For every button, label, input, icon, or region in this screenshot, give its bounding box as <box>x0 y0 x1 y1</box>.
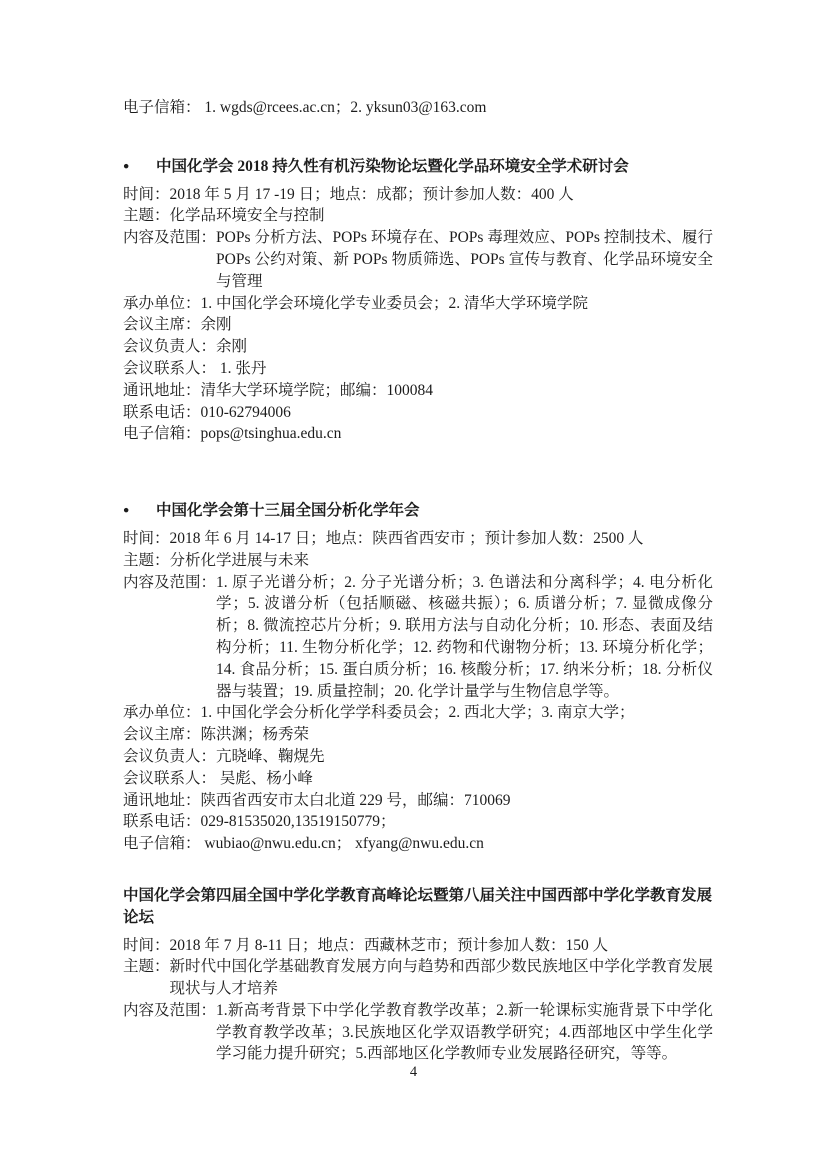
field-email <box>123 833 713 855</box>
field-leader <box>123 336 713 358</box>
field-label: 内容及范围： <box>123 229 217 247</box>
field-value: 1.新高考背景下中学化学教育教学改革；2.新一轮课标实施背景下中学化学教育教学改革；3.民族地区化学双语教学研究；4.西部地区中学生化学学习能力提升研究；5.西部地区化学教师专业发展路径研究，等等。 <box>216 1001 713 1063</box>
field-label: 会议负责人： <box>123 338 217 356</box>
field-value: wubiao@nwu.edu.cn； xfyang@nwu.edu.cn <box>200 835 484 853</box>
field-label: 承办单位： <box>123 704 201 722</box>
field-label: 主题： <box>123 207 170 225</box>
field-subject <box>123 205 713 227</box>
field-time <box>123 184 713 206</box>
field-label: 会议负责人： <box>123 747 217 765</box>
field-contact-person <box>123 768 713 790</box>
field-label: 会议主席： <box>123 316 201 334</box>
field-address <box>123 380 713 402</box>
field-subject <box>123 550 713 572</box>
field-label: 承办单位： <box>123 294 201 312</box>
bullet-icon: ● <box>123 160 130 172</box>
field-label: 会议主席： <box>123 726 201 744</box>
field-value: 吴彪、杨小峰 <box>216 769 313 787</box>
field-organizer <box>123 702 713 724</box>
conference-title <box>123 156 713 178</box>
field-leader <box>123 746 713 768</box>
field-value: 1. 张丹 <box>216 359 267 377</box>
field-label: 时间： <box>123 936 170 954</box>
field-value: 2018 年 7 月 8-11 日；地点：西藏林芝市；预计参加人数：150 人 <box>169 936 609 954</box>
field-label: 电子信箱： <box>123 99 201 116</box>
field-phone <box>123 811 713 833</box>
field-organizer <box>123 293 713 315</box>
conference-title <box>123 500 713 522</box>
conference-title <box>123 885 713 929</box>
field-value: 清华大学环境学院；邮编：100084 <box>200 381 434 399</box>
conference-title-text: 中国化学会 2018 持久性有机污染物论坛暨化学品环境安全学术研讨会 <box>156 157 629 175</box>
field-value: 新时代中国化学基础教育发展方向与趋势和西部少数民族地区中学化学教育发展现状与人才培养 <box>169 958 713 998</box>
field-value: 余刚 <box>200 316 232 334</box>
field-label: 通讯地址： <box>123 381 201 399</box>
field-value: 分析化学进展与未来 <box>169 551 310 569</box>
field-scope <box>123 227 717 292</box>
field-value: POPs 分析方法、POPs 环境存在、POPs 毒理效应、POPs 控制技术、履行 POPs 公约对策、新 POPs 物质筛选、POPs 宣传与教育、化学品环境安全与管理 <box>216 229 717 290</box>
field-value: 2018 年 5 月 17 -19 日；地点：成都；预计参加人数：400 人 <box>169 185 574 203</box>
field-time <box>123 935 713 957</box>
field-value: 余刚 <box>216 338 248 356</box>
field-value: 1. wgds@rcees.ac.cn；2. yksun03@163.com <box>200 99 487 116</box>
field-address <box>123 790 713 812</box>
field-email <box>123 423 713 445</box>
field-label: 会议联系人： <box>123 359 217 377</box>
conference-title-text: 中国化学会第十三届全国分析化学年会 <box>156 502 420 520</box>
field-time <box>123 528 713 550</box>
field-value: 010-62794006 <box>200 403 291 421</box>
field-chair <box>123 724 713 746</box>
field-label: 主题： <box>123 551 170 569</box>
conference-title-text: 中国化学会第四届全国中学化学教育高峰论坛暨第八届关注中国西部中学化学教育发展论坛 <box>123 886 713 926</box>
field-scope <box>123 1000 713 1065</box>
field-value: 陕西省西安市太白北道 229 号，邮编：710069 <box>200 791 511 809</box>
page-number: 4 <box>409 1064 418 1080</box>
field-value: 029-81535020,13519150779； <box>200 813 396 831</box>
field-value: 陈洪渊；杨秀荣 <box>200 726 310 744</box>
conference-section-3 <box>123 885 713 1065</box>
field-chair <box>123 314 713 336</box>
field-label: 通讯地址： <box>123 791 201 809</box>
field-label: 时间： <box>123 529 170 547</box>
document-content <box>123 97 717 1065</box>
conference-section-2 <box>123 500 713 855</box>
field-label: 内容及范围： <box>123 1001 217 1019</box>
field-value: 1. 原子光谱分析；2. 分子光谱分析；3. 色谱法和分离科学；4. 电分析化学；5. 波谱分析（包括顺磁、核磁共振）；6. 质谱分析；7. 显微成像分析；8. 微流控芯片分析；9. 联用方法与自动化分析；10. 形态、表面及结构分析；11. 生物分析化学；12. 药物和代谢物分析；13. 环境分析化学；14. 食品分析；15. 蛋白质分析；16. 核酸分析；17. 纳米分析；18. 分析仪器与装置；19. 质量控制；20. 化学计量学与生物信息学等。 <box>216 573 713 700</box>
field-label: 联系电话： <box>123 813 201 831</box>
field-value: 化学品环境安全与控制 <box>169 207 325 225</box>
field-scope <box>123 572 713 703</box>
field-value: 亢晓峰、鞠熀先 <box>216 747 325 765</box>
conference-section-1 <box>123 156 717 445</box>
field-value: 1. 中国化学会分析化学学科委员会；2. 西北大学；3. 南京大学； <box>200 704 635 722</box>
field-phone <box>123 402 713 424</box>
field-label: 内容及范围： <box>123 573 217 591</box>
field-value: pops@tsinghua.edu.cn <box>200 425 342 443</box>
field-label: 时间： <box>123 185 170 203</box>
field-value: 2018 年 6 月 14-17 日；地点：陕西省西安市 ；预计参加人数：2500 人 <box>169 529 644 547</box>
field-value: 1. 中国化学会环境化学专业委员会；2. 清华大学环境学院 <box>200 294 589 312</box>
bullet-icon: ● <box>123 505 130 517</box>
field-label: 主题： <box>123 958 170 976</box>
field-subject <box>123 956 713 1000</box>
field-label: 会议联系人： <box>123 769 217 787</box>
field-contact-person <box>123 358 713 380</box>
field-email-carryover <box>123 97 713 119</box>
field-label: 联系电话： <box>123 403 201 421</box>
field-label: 电子信箱： <box>123 425 201 443</box>
field-label: 电子信箱： <box>123 835 201 853</box>
